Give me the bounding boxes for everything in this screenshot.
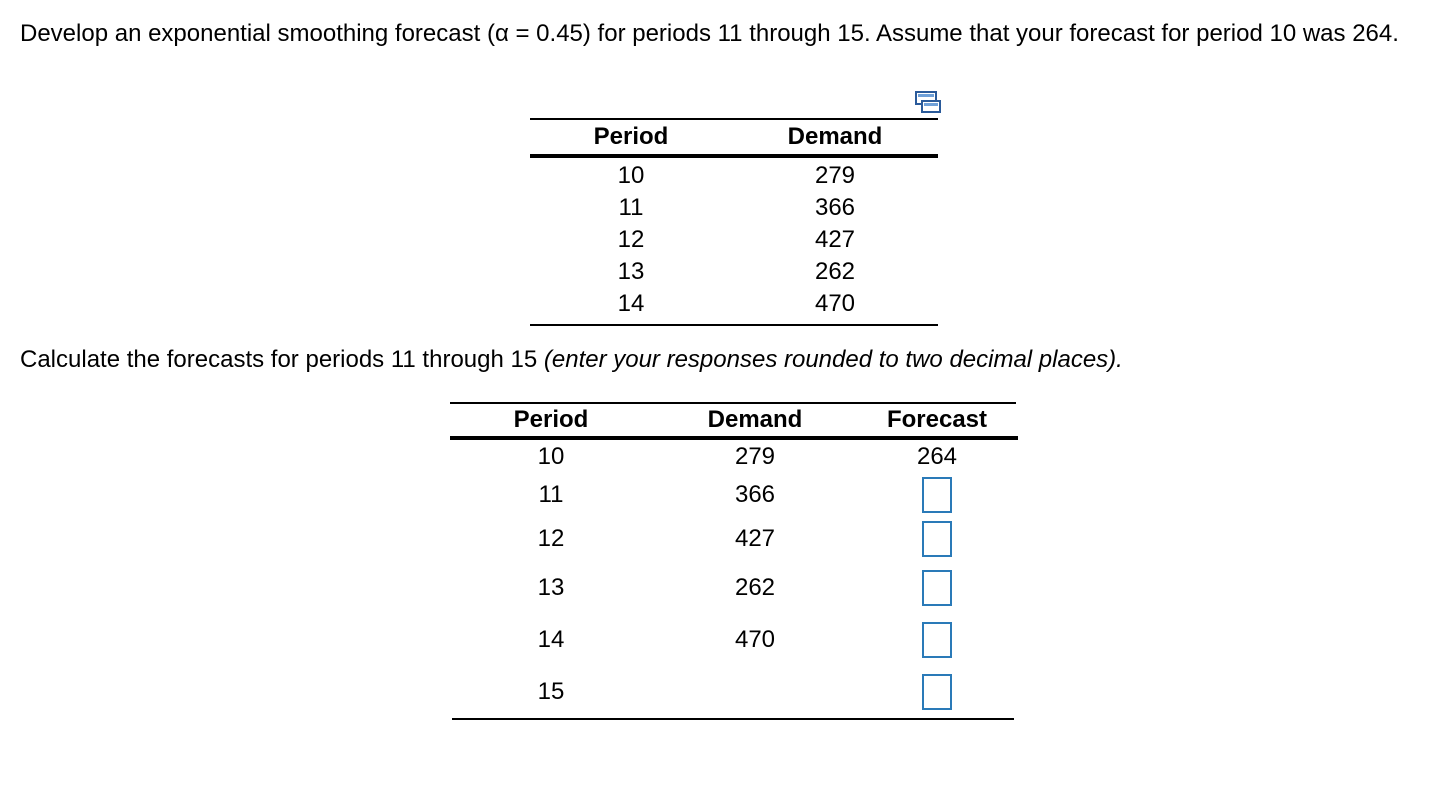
period-cell: 11 (618, 194, 644, 221)
period-cell: 14 (537, 626, 565, 653)
table-row (450, 440, 1016, 474)
period-cell: 10 (537, 443, 565, 470)
demand-header: Demand (787, 123, 883, 150)
demand-cell: 262 (734, 574, 776, 601)
forecast-table-header (450, 404, 1016, 436)
table-row (450, 614, 1016, 666)
period-cell: 10 (617, 162, 645, 189)
table-row (530, 160, 938, 192)
period-cell: 13 (537, 574, 565, 601)
forecast-cell: 264 (916, 443, 958, 470)
demand-table (530, 118, 938, 326)
forecast-header: Forecast (886, 406, 988, 433)
period-cell: 15 (537, 678, 565, 705)
forecast-input-period-14[interactable] (922, 622, 952, 658)
period-cell: 14 (617, 290, 645, 317)
demand-cell: 366 (814, 194, 856, 221)
period-cell: 12 (617, 226, 645, 253)
demand-cell: 279 (814, 162, 856, 189)
forecast-cell (858, 622, 1016, 658)
question-text (20, 16, 1420, 51)
forecast-input-period-13[interactable] (922, 570, 952, 606)
demand-cell: 470 (734, 626, 776, 653)
table-row (450, 562, 1016, 614)
demand-cell: 470 (814, 290, 856, 317)
instruction-hint: (enter your responses rounded to two decimal places). (543, 346, 1123, 373)
instruction-text (20, 342, 1123, 377)
table-row (450, 516, 1016, 562)
period-header: Period (513, 406, 589, 433)
forecast-cell (858, 570, 1016, 606)
period-cell: 11 (538, 481, 564, 508)
forecast-table (450, 402, 1016, 720)
demand-table-header (530, 120, 938, 158)
demand-cell: 427 (814, 226, 856, 253)
table-row (450, 474, 1016, 516)
demand-cell: 366 (734, 481, 776, 508)
period-cell: 13 (617, 258, 645, 285)
forecast-cell (858, 521, 1016, 557)
table-row (450, 666, 1016, 718)
forecast-input-period-12[interactable] (922, 521, 952, 557)
demand-cell: 427 (734, 525, 776, 552)
forecast-input-period-11[interactable] (922, 477, 952, 513)
table-row (530, 256, 938, 288)
table-bottom-rule (452, 718, 1014, 720)
forecast-input-period-15[interactable] (922, 674, 952, 710)
question-prompt: Develop an exponential smoothing forecast (α = 0.45) for periods 11 through 15. Assume that your forecast for period 10 was 264. (20, 20, 1399, 47)
table-row (530, 192, 938, 224)
period-header: Period (593, 123, 669, 150)
table-row (530, 224, 938, 256)
demand-cell: 262 (814, 258, 856, 285)
table-row (530, 288, 938, 320)
period-cell: 12 (537, 525, 565, 552)
copy-table-icon[interactable] (914, 90, 942, 114)
demand-table-body (530, 158, 938, 324)
demand-cell: 279 (734, 443, 776, 470)
forecast-cell (858, 674, 1016, 710)
instruction-prompt: Calculate the forecasts for periods 11 through 15 (20, 346, 544, 373)
forecast-cell (858, 477, 1016, 513)
demand-header: Demand (707, 406, 803, 433)
